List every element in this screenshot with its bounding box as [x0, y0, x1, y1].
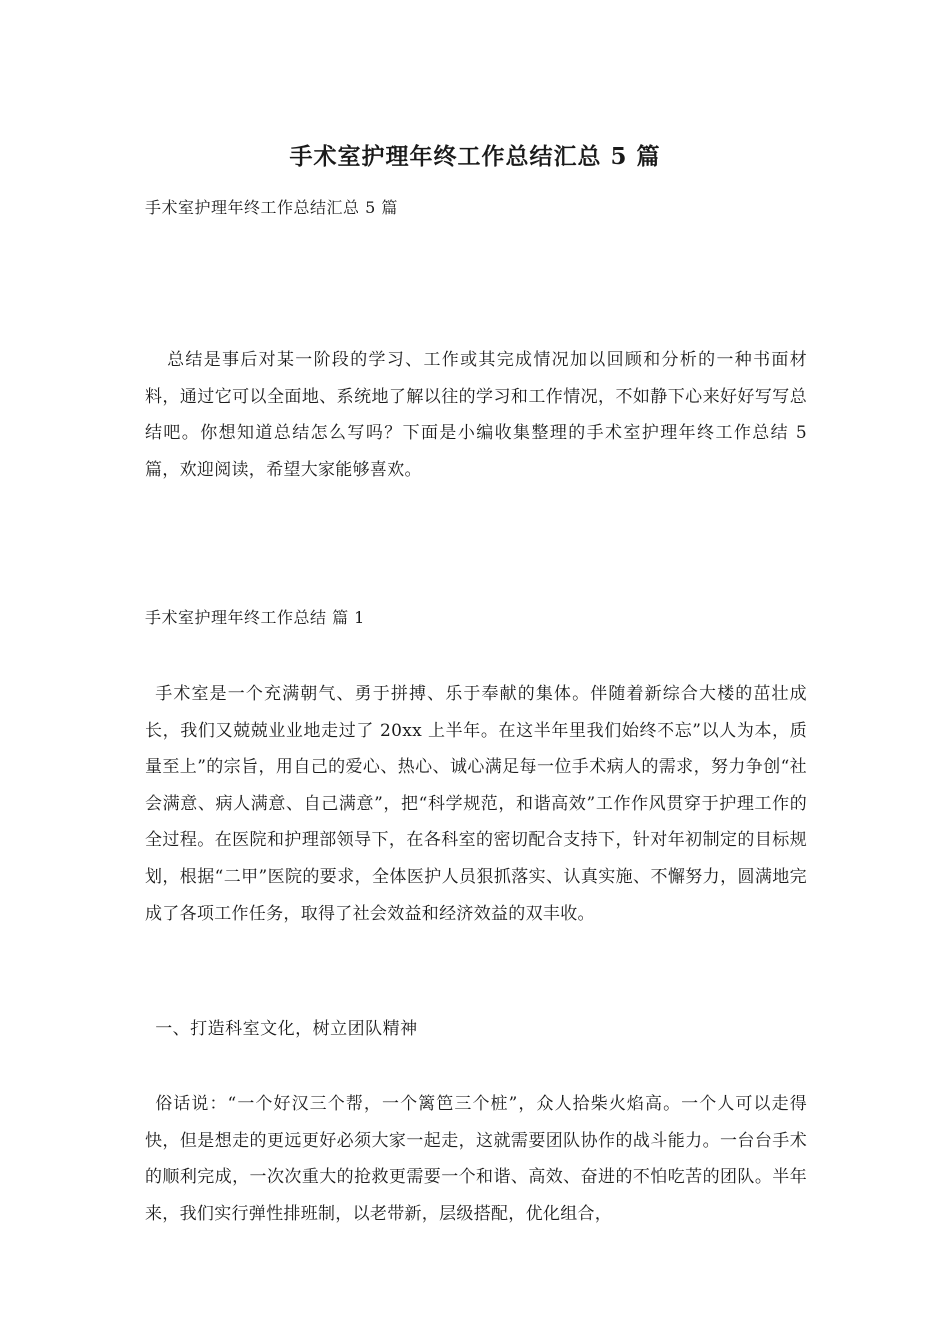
body-paragraph-2: 俗话说：“一个好汉三个帮，一个篱笆三个桩”，众人拾柴火焰高。一个人可以走得快，但是想走的更远更好必须大家一起走，这就需要团队协作的战斗能力。一台台手术的顺利完成，一次次重大的抢救更需要一个和谐、高效、奋进的不怕吃苦的团队。半年来，我们实行弹性排班制，以老带新，层级搭配，优化组合， [145, 1094, 807, 1224]
document-title: 手术室护理年终工作总结汇总 5 篇 [289, 143, 661, 170]
section-heading: 手术室护理年终工作总结 篇 1 [145, 608, 365, 627]
document-subtitle: 手术室护理年终工作总结汇总 5 篇 [145, 198, 398, 217]
intro-paragraph: 总结是事后对某一阶段的学习、工作或其完成情况加以回顾和分析的一种书面材料，通过它可以全面地、系统地了解以往的学习和工作情况，不如静下心来好好写写总结吧。你想知道总结怎么写吗？下面是小编收集整理的手术室护理年终工作总结 5 篇，欢迎阅读，希望大家能够喜欢。 [145, 350, 807, 480]
sub-heading-1: 一、打造科室文化，树立团队精神 [155, 1019, 418, 1039]
body-paragraph-1: 手术室是一个充满朝气、勇于拼搏、乐于奉献的集体。伴随着新综合大楼的茁壮成长，我们又兢兢业业地走过了 20xx 上半年。在这半年里我们始终不忘”以人为本，质量至上”的宗旨，用自己的爱心、热心、诚心满足每一位手术病人的需求，努力争创“社会满意、病人满意、自己满意”，把“科学规范，和谐高效”工作作风贯穿于护理工作的全过程。在医院和护理部领导下，在各科室的密切配合支持下，针对年初制定的目标规划，根据“二甲”医院的要求，全体医护人员狠抓落实、认真实施、不懈努力，圆满地完成了各项工作任务，取得了社会效益和经济效益的双丰收。 [145, 684, 807, 924]
